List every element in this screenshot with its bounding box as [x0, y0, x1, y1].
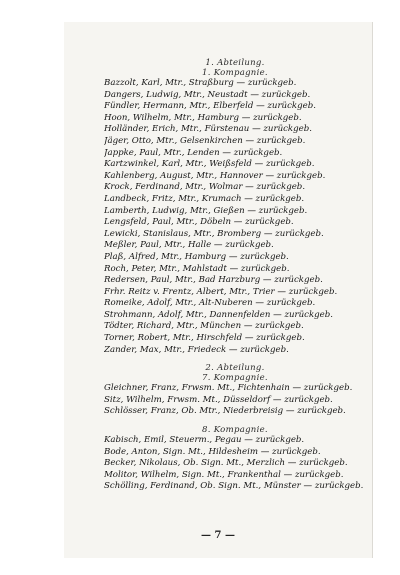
- list-item: Landbeck, Fritz, Mtr., Krumach — zurückgeb.: [104, 193, 305, 204]
- list-item: Redersen, Paul, Mtr., Bad Harzburg — zurückgeb.: [104, 275, 323, 286]
- list-item: Becker, Nikolaus, Ob. Sign. Mt., Merzlich — zurückgeb.: [104, 458, 348, 469]
- list-item: Frhr. Reitz v. Frentz, Albert, Mtr., Trier — zurückgeb.: [104, 286, 338, 297]
- list-item: Schlösser, Franz, Ob. Mtr., Niederbreisig — zurückgeb.: [104, 406, 346, 417]
- section-3: [104, 425, 366, 493]
- page-number: — 7 —: [201, 530, 235, 541]
- spacer: [104, 418, 366, 425]
- list-item: Kartzwinkel, Karl, Mtr., Weißsfeld — zurückgeb.: [104, 159, 315, 170]
- list-item: Gleichner, Franz, Frwsm. Mt., Fichtenhain — zurückgeb.: [104, 383, 353, 394]
- list-item: Zander, Max, Mtr., Friedeck — zurückgeb.: [104, 344, 289, 355]
- entry-list: [104, 383, 366, 418]
- list-item: Plaß, Alfred, Mtr., Hamburg — zurückgeb.: [104, 251, 289, 262]
- list-item: Dangers, Ludwig, Mtr., Neustadt — zurückgeb.: [104, 89, 311, 100]
- document-page: [64, 22, 373, 558]
- page-content: [104, 58, 366, 493]
- section-subheading: 7. Kompagnie.: [202, 373, 268, 384]
- section-heading: 2. Abteilung.: [205, 363, 265, 374]
- list-item: Tödter, Richard, Mtr., München — zurückgeb.: [104, 321, 304, 332]
- section-heading: 1. Abteilung.: [205, 58, 265, 68]
- list-item: Kahlenberg, August, Mtr., Hannover — zurückgeb.: [104, 170, 326, 181]
- list-item: Jappke, Paul, Mtr., Lenden — zurückgeb.: [104, 147, 283, 158]
- section-1: [104, 58, 366, 356]
- section-2: [104, 363, 366, 418]
- list-item: Bazzolt, Karl, Mtr., Straßburg — zurückgeb.: [104, 78, 297, 88]
- list-item: Bode, Anton, Sign. Mt., Hildesheim — zurückgeb.: [104, 446, 321, 457]
- list-item: Krock, Ferdinand, Mtr., Wolmar — zurückgeb.: [104, 182, 306, 193]
- list-item: Roch, Peter, Mtr., Mahlstadt — zurückgeb.: [104, 263, 290, 274]
- list-item: Jäger, Otto, Mtr., Gelsenkirchen — zurückgeb.: [104, 135, 306, 146]
- section-subheading: 1. Kompagnie.: [202, 68, 268, 78]
- entry-list: [104, 78, 366, 356]
- list-item: Kabisch, Emil, Steuerm., Pegau — zurückgeb.: [104, 435, 305, 446]
- section-heading: 8. Kompagnie.: [202, 425, 268, 436]
- list-item: Schölling, Ferdinand, Ob. Sign. Mt., Münster — zurückgeb.: [104, 481, 364, 492]
- list-item: Holländer, Erich, Mtr., Fürstenau — zurückgeb.: [104, 124, 312, 135]
- spacer: [104, 356, 366, 363]
- list-item: Lengsfeld, Paul, Mtr., Döbeln — zurückgeb.: [104, 217, 294, 228]
- list-item: Strohmann, Adolf, Mtr., Dannenfelden — zurückgeb.: [104, 309, 333, 320]
- list-item: Sitz, Wilhelm, Frwsm. Mt., Düsseldorf — zurückgeb.: [104, 394, 333, 405]
- list-item: Meßler, Paul, Mtr., Halle — zurückgeb.: [104, 240, 274, 251]
- list-item: Lamberth, Ludwig, Mtr., Gießen — zurückgeb.: [104, 205, 308, 216]
- entry-list: [104, 435, 366, 493]
- list-item: Molitor, Wilhelm, Sign. Mt., Frankenthal — zurückgeb.: [104, 469, 344, 480]
- list-item: Torner, Robert, Mtr., Hirschfeld — zurückgeb.: [104, 333, 305, 344]
- list-item: Fündler, Hermann, Mtr., Elberfeld — zurückgeb.: [104, 101, 316, 112]
- list-item: Lewicki, Stanislaus, Mtr., Bromberg — zurückgeb.: [104, 228, 324, 239]
- list-item: Romeike, Adolf, Mtr., Alt-Nuberen — zurückgeb.: [104, 298, 316, 309]
- list-item: Hoon, Wilhelm, Mtr., Hamburg — zurückgeb.: [104, 112, 302, 123]
